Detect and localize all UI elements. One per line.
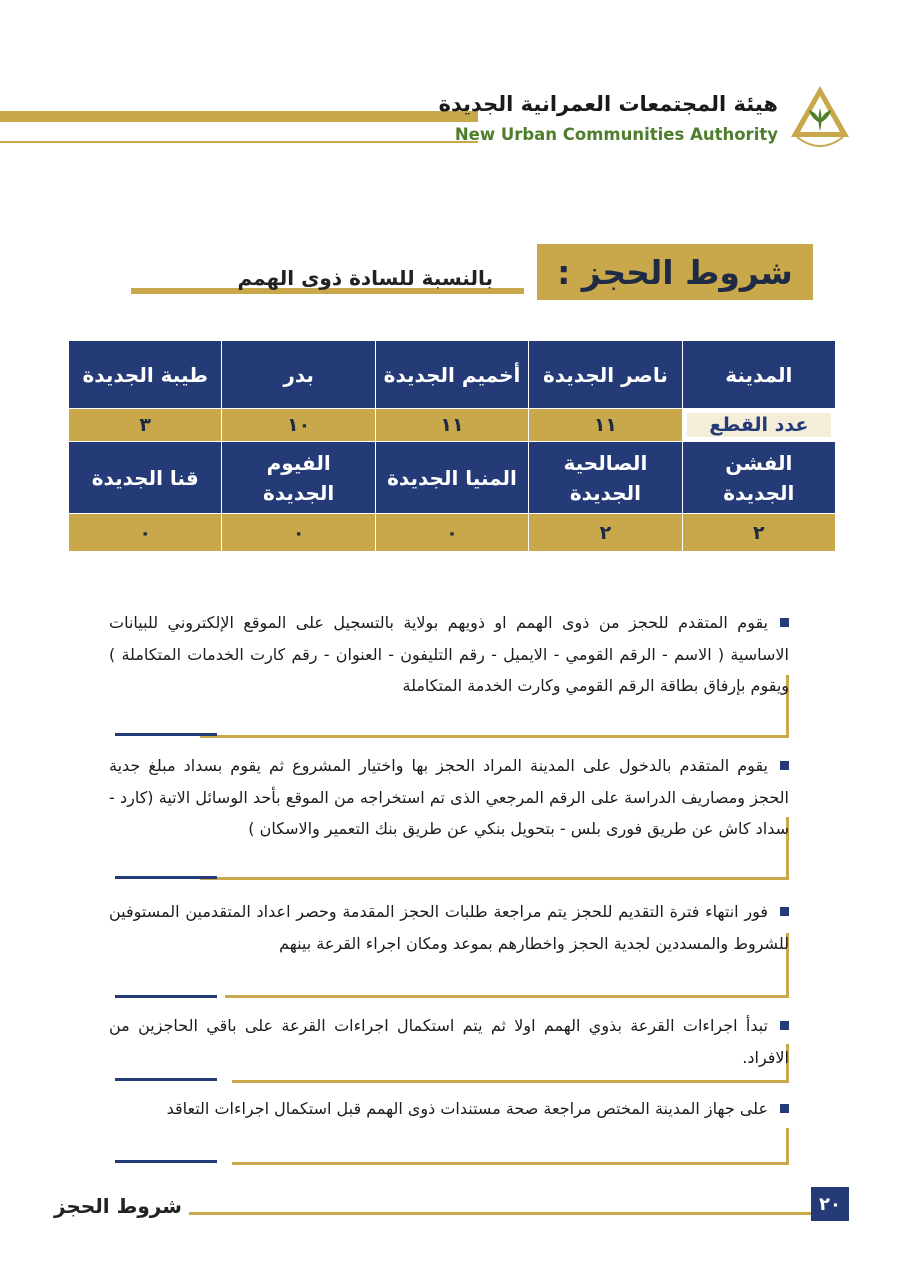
bullet-underline bbox=[115, 995, 217, 998]
bullet-underline bbox=[115, 1160, 217, 1163]
list-item bbox=[109, 896, 789, 959]
square-bullet-icon bbox=[780, 1104, 789, 1113]
footer-gold-line bbox=[189, 1212, 811, 1215]
cities-plots-table bbox=[68, 340, 836, 552]
org-name-english: New Urban Communities Authority bbox=[454, 125, 778, 144]
bullet-text: تبدأ اجراءات القرعة بذوي الهمم اولا ثم يتم استكمال اجراءات القرعة على باقي الحاجزين من الافراد. bbox=[109, 1016, 789, 1067]
table-cell: الصالحية الجديدة bbox=[529, 442, 682, 514]
table-cell: المنيا الجديدة bbox=[375, 442, 528, 514]
table-cell: المدينة bbox=[682, 341, 835, 409]
bullet-text: فور انتهاء فترة التقديم للحجز يتم مراجعة طلبات الحجز المقدمة وحصر اعداد المتقدمين المستوفين للشروط والمسددين لجدية الحجز واخطارهم بموعد ومكان اجراء القرعة بينهم bbox=[109, 902, 789, 953]
table-cell: ١١ bbox=[375, 409, 528, 442]
header-gold-thin-line bbox=[0, 141, 478, 143]
bullet-underline bbox=[115, 1078, 217, 1081]
page-subtitle: بالنسبة للسادة ذوى الهمم bbox=[237, 266, 493, 290]
bullet-underline bbox=[115, 876, 217, 879]
table-cell: ٠ bbox=[222, 514, 375, 552]
list-item bbox=[109, 1010, 789, 1073]
plots-count-label: عدد القطع bbox=[687, 413, 831, 437]
table-cell: ٣ bbox=[69, 409, 222, 442]
table-cell: ١٠ bbox=[222, 409, 375, 442]
header-gold-bar bbox=[0, 111, 478, 122]
table-cell: ٢ bbox=[529, 514, 682, 552]
table-cell: ٢ bbox=[682, 514, 835, 552]
table-cell: أخميم الجديدة bbox=[375, 341, 528, 409]
table-cell: الفشن الجديدة bbox=[682, 442, 835, 514]
table-row bbox=[69, 442, 836, 514]
bullet-text: يقوم المتقدم بالدخول على المدينة المراد الحجز بها واختيار المشروع ثم يقوم بسداد مبلغ جدية الحجز ومصاريف الدراسة على الرقم المرجعي الذى تم استخراجه من الموقع بأحد الوسائل الاتية (كارد - سداد كاش عن طريق فورى بلس - بتحويل بنكي عن طريق بنك التعمير والاسكان ) bbox=[109, 756, 789, 838]
table-cell: ١١ bbox=[529, 409, 682, 442]
table-cell: بدر bbox=[222, 341, 375, 409]
page-number: ٢٠ bbox=[811, 1187, 849, 1221]
square-bullet-icon bbox=[780, 761, 789, 770]
table-cell: ٠ bbox=[69, 514, 222, 552]
bullet-frame bbox=[232, 1128, 789, 1165]
table-cell: طيبة الجديدة bbox=[69, 341, 222, 409]
table-row bbox=[69, 341, 836, 409]
bullet-text: يقوم المتقدم للحجز من ذوى الهمم او ذويهم بولاية بالتسجيل على الموقع الإلكتروني للبيانات الاساسية ( الاسم - الرقم القومي - الايميل - رقم التليفون - العنوان - رقم كارت الخدمات المتكاملة ) ويقوم بإرفاق بطاقة الرقم القومي وكارت الخدمة المتكاملة bbox=[109, 613, 789, 695]
list-item bbox=[109, 1093, 789, 1125]
table-row-label bbox=[682, 409, 835, 442]
page-title: شروط الحجز : bbox=[557, 252, 793, 292]
bullet-underline bbox=[115, 733, 217, 736]
bullet-text: على جهاز المدينة المختص مراجعة صحة مستندات ذوى الهمم قبل استكمال اجراءات التعاقد bbox=[166, 1099, 768, 1118]
table-cell: ناصر الجديدة bbox=[529, 341, 682, 409]
square-bullet-icon bbox=[780, 907, 789, 916]
table-row bbox=[69, 409, 836, 442]
square-bullet-icon bbox=[780, 1021, 789, 1030]
list-item bbox=[109, 750, 789, 845]
square-bullet-icon bbox=[780, 618, 789, 627]
footer-section-name: شروط الحجز bbox=[54, 1194, 182, 1218]
org-name-arabic: هيئة المجتمعات العمرانية الجديدة bbox=[438, 92, 778, 116]
table-row bbox=[69, 514, 836, 552]
list-item bbox=[109, 607, 789, 702]
nuca-logo-icon bbox=[787, 83, 853, 153]
table-cell: ٠ bbox=[375, 514, 528, 552]
table-cell: قنا الجديدة bbox=[69, 442, 222, 514]
table-cell: الفيوم الجديدة bbox=[222, 442, 375, 514]
